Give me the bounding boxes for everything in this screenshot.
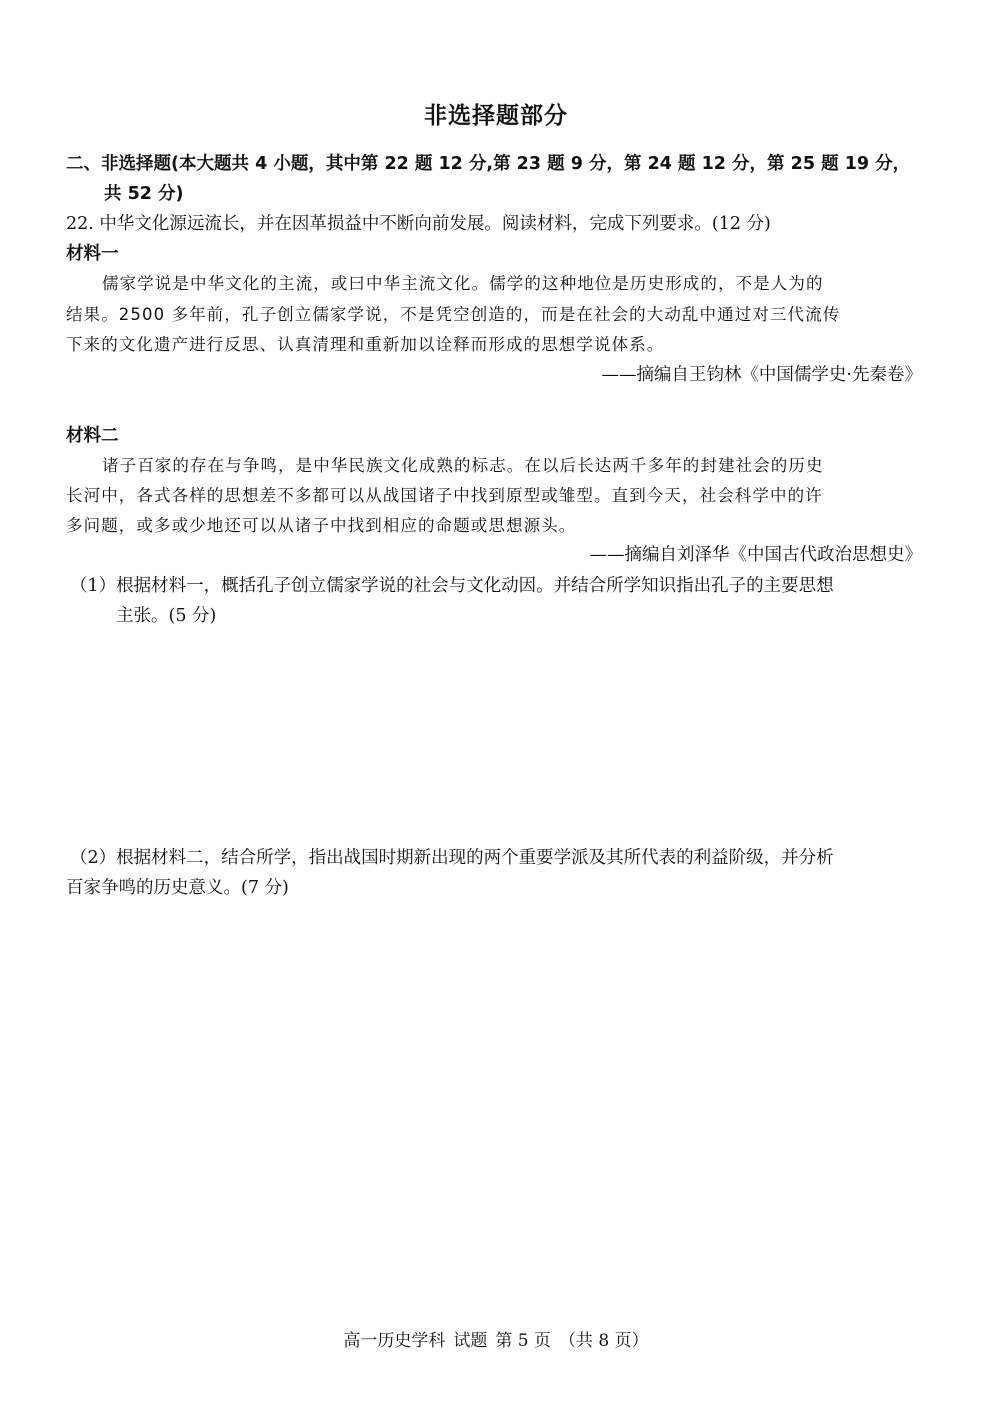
section-heading-line2: 共 52 分) [104, 184, 184, 204]
material-1-line: 儒家学说是中华文化的主流，或曰中华主流文化。儒学的这种地位是历史形成的，不是人为的 [102, 274, 824, 293]
subquestion-2-line2: 百家争鸣的历史意义。(7 分) [66, 878, 289, 898]
material-1-line: 结果。2500 多年前，孔子创立儒家学说，不是凭空创造的，而是在社会的大动乱中通过对三代流传 [66, 305, 841, 324]
material-2-line: 多问题，或多或少地还可以从诸子中找到相应的命题或思想源头。 [66, 516, 577, 535]
footer-page-number: 第 5 页 [495, 1331, 551, 1351]
footer-subject: 高一历史学科 [343, 1331, 446, 1351]
subquestion-2-line1: （2）根据材料二，结合所学，指出战国时期新出现的两个重要学派及其所代表的利益阶级，并分析 [70, 848, 834, 868]
material-2-source: ——摘编自刘泽华《中国古代政治思想史》 [589, 545, 922, 565]
page-footer [0, 1326, 992, 1351]
subquestion-1-line2: 主张。(5 分) [116, 606, 217, 626]
question-22-stem: 22. 中华文化源远流长，并在因革损益中不断向前发展。阅读材料，完成下列要求。(12 分) [66, 214, 771, 234]
material-2-line: 长河中，各式各样的思想差不多都可以从战国诸子中找到原型或雏型。直到今天，社会科学中的许 [66, 486, 823, 505]
page-title: 非选择题部分 [424, 103, 568, 129]
material-1-heading: 材料一 [66, 244, 119, 264]
footer-label: 试题 [453, 1331, 488, 1351]
material-1-source: ——摘编自王钧林《中国儒学史·先秦卷》 [601, 365, 922, 385]
material-1-line: 下来的文化遗产进行反思、认真清理和重新加以诠释而形成的思想学说体系。 [66, 335, 665, 354]
material-2-line: 诸子百家的存在与争鸣，是中华民族文化成熟的标志。在以后长达两千多年的封建社会的历史 [102, 456, 824, 475]
subquestion-1-line1: （1）根据材料一，概括孔子创立儒家学说的社会与文化动因。并结合所学知识指出孔子的主要思想 [70, 576, 834, 596]
footer-total-pages: （共 8 页） [559, 1331, 649, 1351]
section-heading-line1: 二、非选择题(本大题共 4 小题，其中第 22 题 12 分,第 23 题 9 分，第 24 题 12 分，第 25 题 19 分， [66, 154, 911, 174]
material-2-heading: 材料二 [66, 426, 119, 446]
